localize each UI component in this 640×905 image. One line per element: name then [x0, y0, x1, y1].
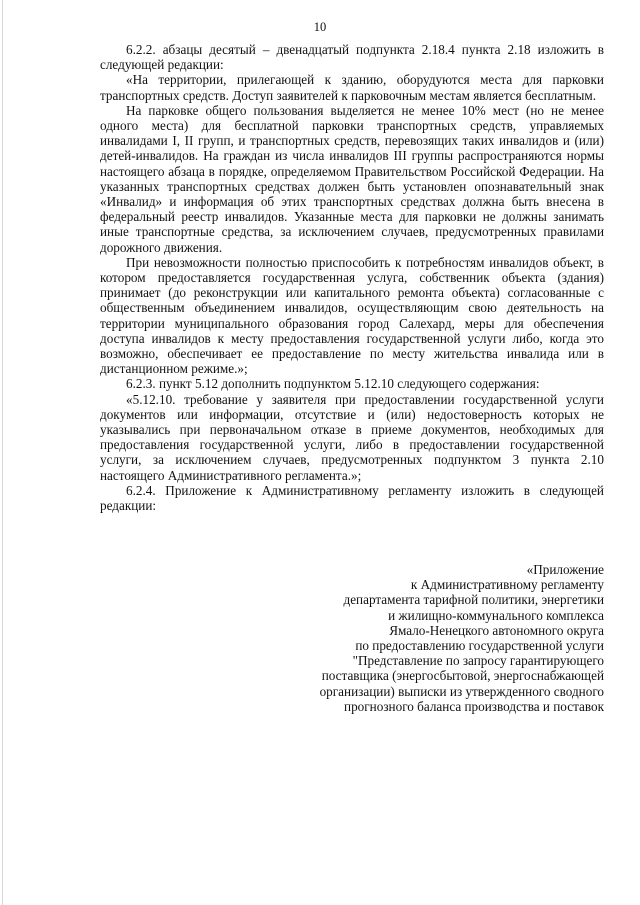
appendix-line: департамента тарифной политики, энергетики: [343, 592, 604, 608]
paragraph-accessibility-measures: При невозможности полностью приспособить к потребностям инвалидов объект, в котором предоставляется государственная услуга, собственник объекта (здания) принимает (до реконструкции или капитального ремонта объекта) согласованные с общественным объединением инвалидов, осуществляющим свою деятельность на территории муниципального образования город Салехард, меры для обеспечения доступа инвалидов к месту предоставления государственной услуги либо, когда это возможно, обеспечивает ее предоставление по месту жительства инвалида или в дистанционном режиме.»;: [100, 254, 604, 377]
appendix-line: поставщика (энергосбытовой, энергоснабжающей: [321, 668, 604, 684]
appendix-line: «Приложение: [526, 562, 604, 577]
appendix-line: "Представление по запросу гарантирующего: [352, 653, 604, 669]
appendix-line: и жилищно-коммунального комплекса: [388, 607, 604, 623]
document-body: [100, 42, 604, 513]
paragraph-5-12-10: «5.12.10. требование у заявителя при предоставлении государственной услуги документов или информации, отсутствие и (или) недостоверность которых не указывались при первоначальном отказе в приеме документов, необходимых для предоставления государственной услуги, либо в предоставлении государственной услуги, за исключением случаев, предусмотренных подпунктом 3 пункта 2.10 настоящего Административного регламента.»;: [100, 391, 604, 483]
paragraph-6-2-2: 6.2.2. абзацы десятый – двенадцатый подпункта 2.18.4 пункта 2.18 изложить в следующей редакции:: [100, 42, 604, 73]
appendix-line: к Административному регламенту: [410, 577, 604, 593]
appendix-line: организации) выписки из утвержденного сводного: [319, 683, 604, 699]
page-number: 10: [313, 20, 327, 34]
appendix-header: [274, 562, 604, 714]
paragraph-parking-territory: «На территории, прилегающей к зданию, оборудуются места для парковки транспортных средств. Доступ заявителей к парковочным местам является бесплатным.: [100, 72, 604, 103]
appendix-line: по предоставлению государственной услуги: [355, 638, 604, 654]
appendix-line: прогнозного баланса производства и поставок: [344, 698, 604, 714]
scan-edge-line: [2, 0, 3, 905]
paragraph-6-2-3: 6.2.3. пункт 5.12 дополнить подпунктом 5.12.10 следующего содержания:: [126, 376, 540, 392]
paragraph-disabled-parking: На парковке общего пользования выделяется не менее 10% мест (но не менее одного места) для бесплатной парковки транспортных средств, управляемых инвалидами I, II групп, и транспортных средств, перевозящих таких инвалидов и (или) детей-инвалидов. На граждан из числа инвалидов III группы распространяются нормы настоящего абзаца в порядке, определяемом Правительством Российской Федерации. На указанных транспортных средствах должен быть установлен опознавательный знак «Инвалид» и информация об этих транспортных средствах должна быть внесена в федеральный реестр инвалидов. Указанные места для парковки не должны занимать иные транспортные средства, за исключением случаев, предусмотренных правилами дорожного движения.: [100, 102, 604, 255]
appendix-line: Ямало-Ненецкого автономного округа: [389, 622, 604, 638]
paragraph-6-2-4: 6.2.4. Приложение к Административному регламенту изложить в следующей редакции:: [100, 482, 604, 514]
